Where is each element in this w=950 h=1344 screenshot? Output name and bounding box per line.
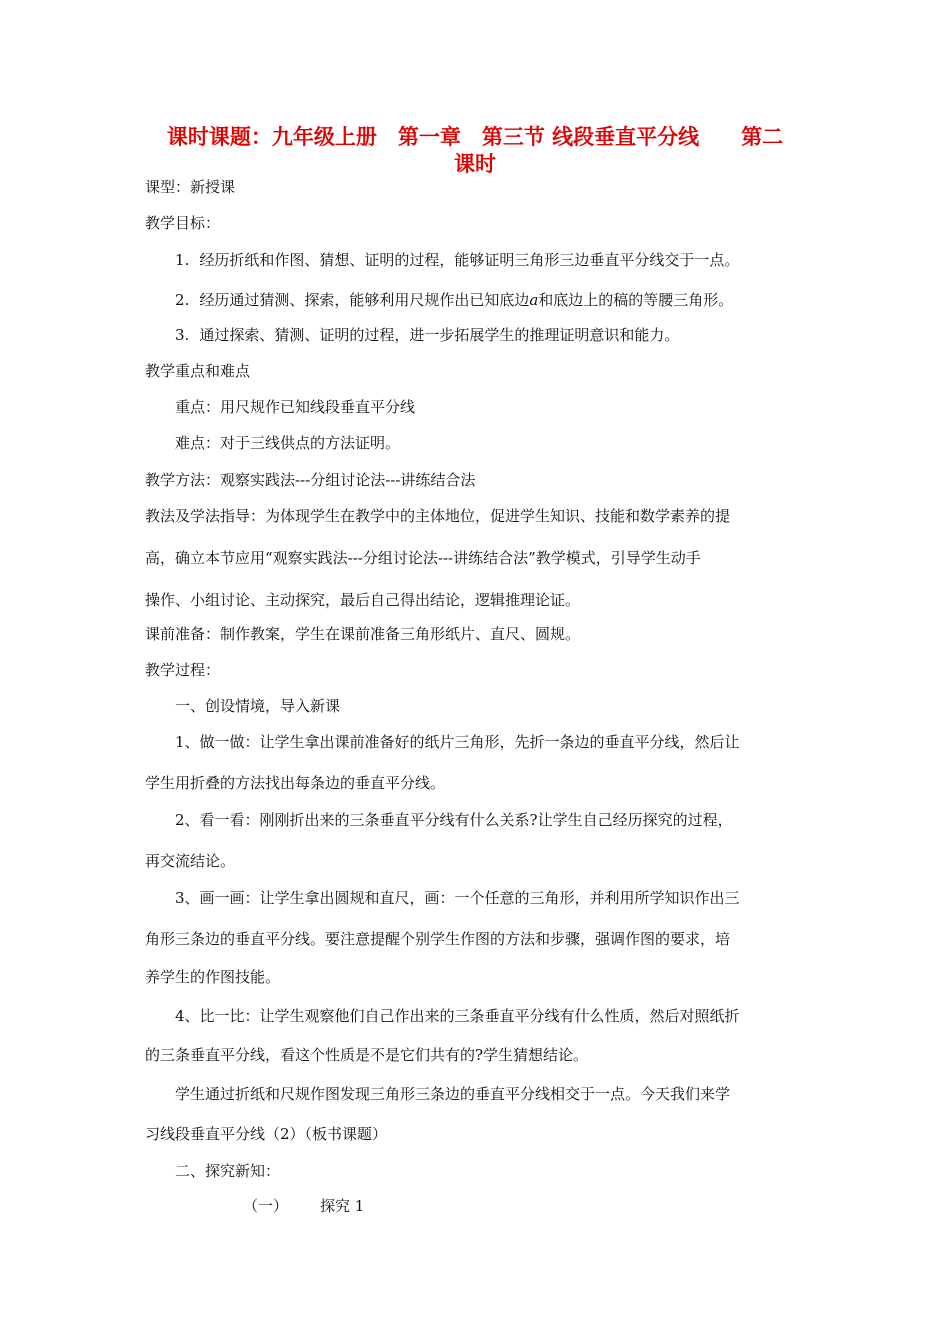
step-line: 3、画一画：让学生拿出圆规和直尺，画：一个任意的三角形，并利用所学知识作出三 xyxy=(175,889,740,907)
step-line: 学生用折叠的方法找出每条边的垂直平分线。 xyxy=(145,774,446,792)
lesson-title-line1: 课时课题：九年级上册 第一章 第三节 线段垂直平分线 第二 xyxy=(166,125,784,149)
step-line: 养学生的作图技能。 xyxy=(145,968,281,986)
step-line: 4、比一比：让学生观察他们自己作出来的三条垂直平分线有什么性质，然后对照纸折 xyxy=(175,1007,740,1025)
objective-number: 2. xyxy=(175,291,190,309)
objective-number: 1. xyxy=(175,251,190,269)
subsection-number: （一） xyxy=(243,1197,289,1215)
objective-item xyxy=(175,326,679,344)
summary-line: 学生通过折纸和尺规作图发现三角形三条边的垂直平分线相交于一点。今天我们来学 xyxy=(175,1085,731,1103)
summary-line: 习线段垂直平分线（2）（板书课题） xyxy=(145,1125,388,1143)
objective-text: 通过探索、猜测、证明的过程，进一步拓展学生的推理证明意识和能力。 xyxy=(199,326,680,344)
step-line: 再交流结论。 xyxy=(145,852,236,870)
difficulty-point: 难点：对于三线供点的方法证明。 xyxy=(175,434,401,452)
guide-line: 操作、小组讨论、主动探究，最后自己得出结论，逻辑推理论证。 xyxy=(145,591,581,609)
step-line: 的三条垂直平分线，看这个性质是不是它们共有的?学生猜想结论。 xyxy=(145,1046,589,1064)
step-line: 1、做一做：让学生拿出课前准备好的纸片三角形，先折一条边的垂直平分线，然后让 xyxy=(175,733,740,751)
step-line: 2、看一看：刚刚折出来的三条垂直平分线有什么关系?让学生自己经历探究的过程， xyxy=(175,811,733,829)
step-line: 角形三条边的垂直平分线。要注意提醒个别学生作图的方法和步骤，强调作图的要求，培 xyxy=(145,930,731,948)
subsection-text: 探究 1 xyxy=(320,1197,365,1215)
objectives-heading: 教学目标： xyxy=(145,214,221,232)
course-type: 课型：新授课 xyxy=(145,178,236,196)
lesson-title-line2: 课时 xyxy=(454,152,496,176)
subsection-heading xyxy=(243,1197,364,1215)
preparation: 课前准备：制作教案，学生在课前准备三角形纸片、直尺、圆规。 xyxy=(145,625,581,643)
objective-text: 经历折纸和作图、猜想、证明的过程，能够证明三角形三边垂直平分线交于一点。 xyxy=(199,251,740,269)
objective-variable: a xyxy=(529,291,539,309)
section-heading: 一、创设情境，导入新课 xyxy=(175,697,341,715)
objective-number: 3. xyxy=(175,326,190,344)
guide-line: 教法及学法指导：为体现学生在教学中的主体地位，促进学生知识、技能和数学素养的提 xyxy=(145,507,731,525)
objective-item xyxy=(175,251,739,269)
guide-line: 高，确立本节应用“观察实践法---分组讨论法---讲练结合法”教学模式，引导学生动手 xyxy=(145,549,701,567)
process-heading: 教学过程： xyxy=(145,661,221,679)
lesson-title xyxy=(130,124,820,178)
section-heading: 二、探究新知： xyxy=(175,1162,281,1180)
key-heading: 教学重点和难点 xyxy=(145,362,251,380)
objective-text-a: 经历通过猜测、探索，能够利用尺规作出已知底边 xyxy=(199,291,530,309)
objective-text-b: 和底边上的稿的等腰三角形。 xyxy=(538,291,734,309)
key-point: 重点：用尺规作已知线段垂直平分线 xyxy=(175,398,416,416)
objective-item xyxy=(175,291,733,309)
teaching-method: 教学方法：观察实践法---分组讨论法---讲练结合法 xyxy=(145,471,476,489)
